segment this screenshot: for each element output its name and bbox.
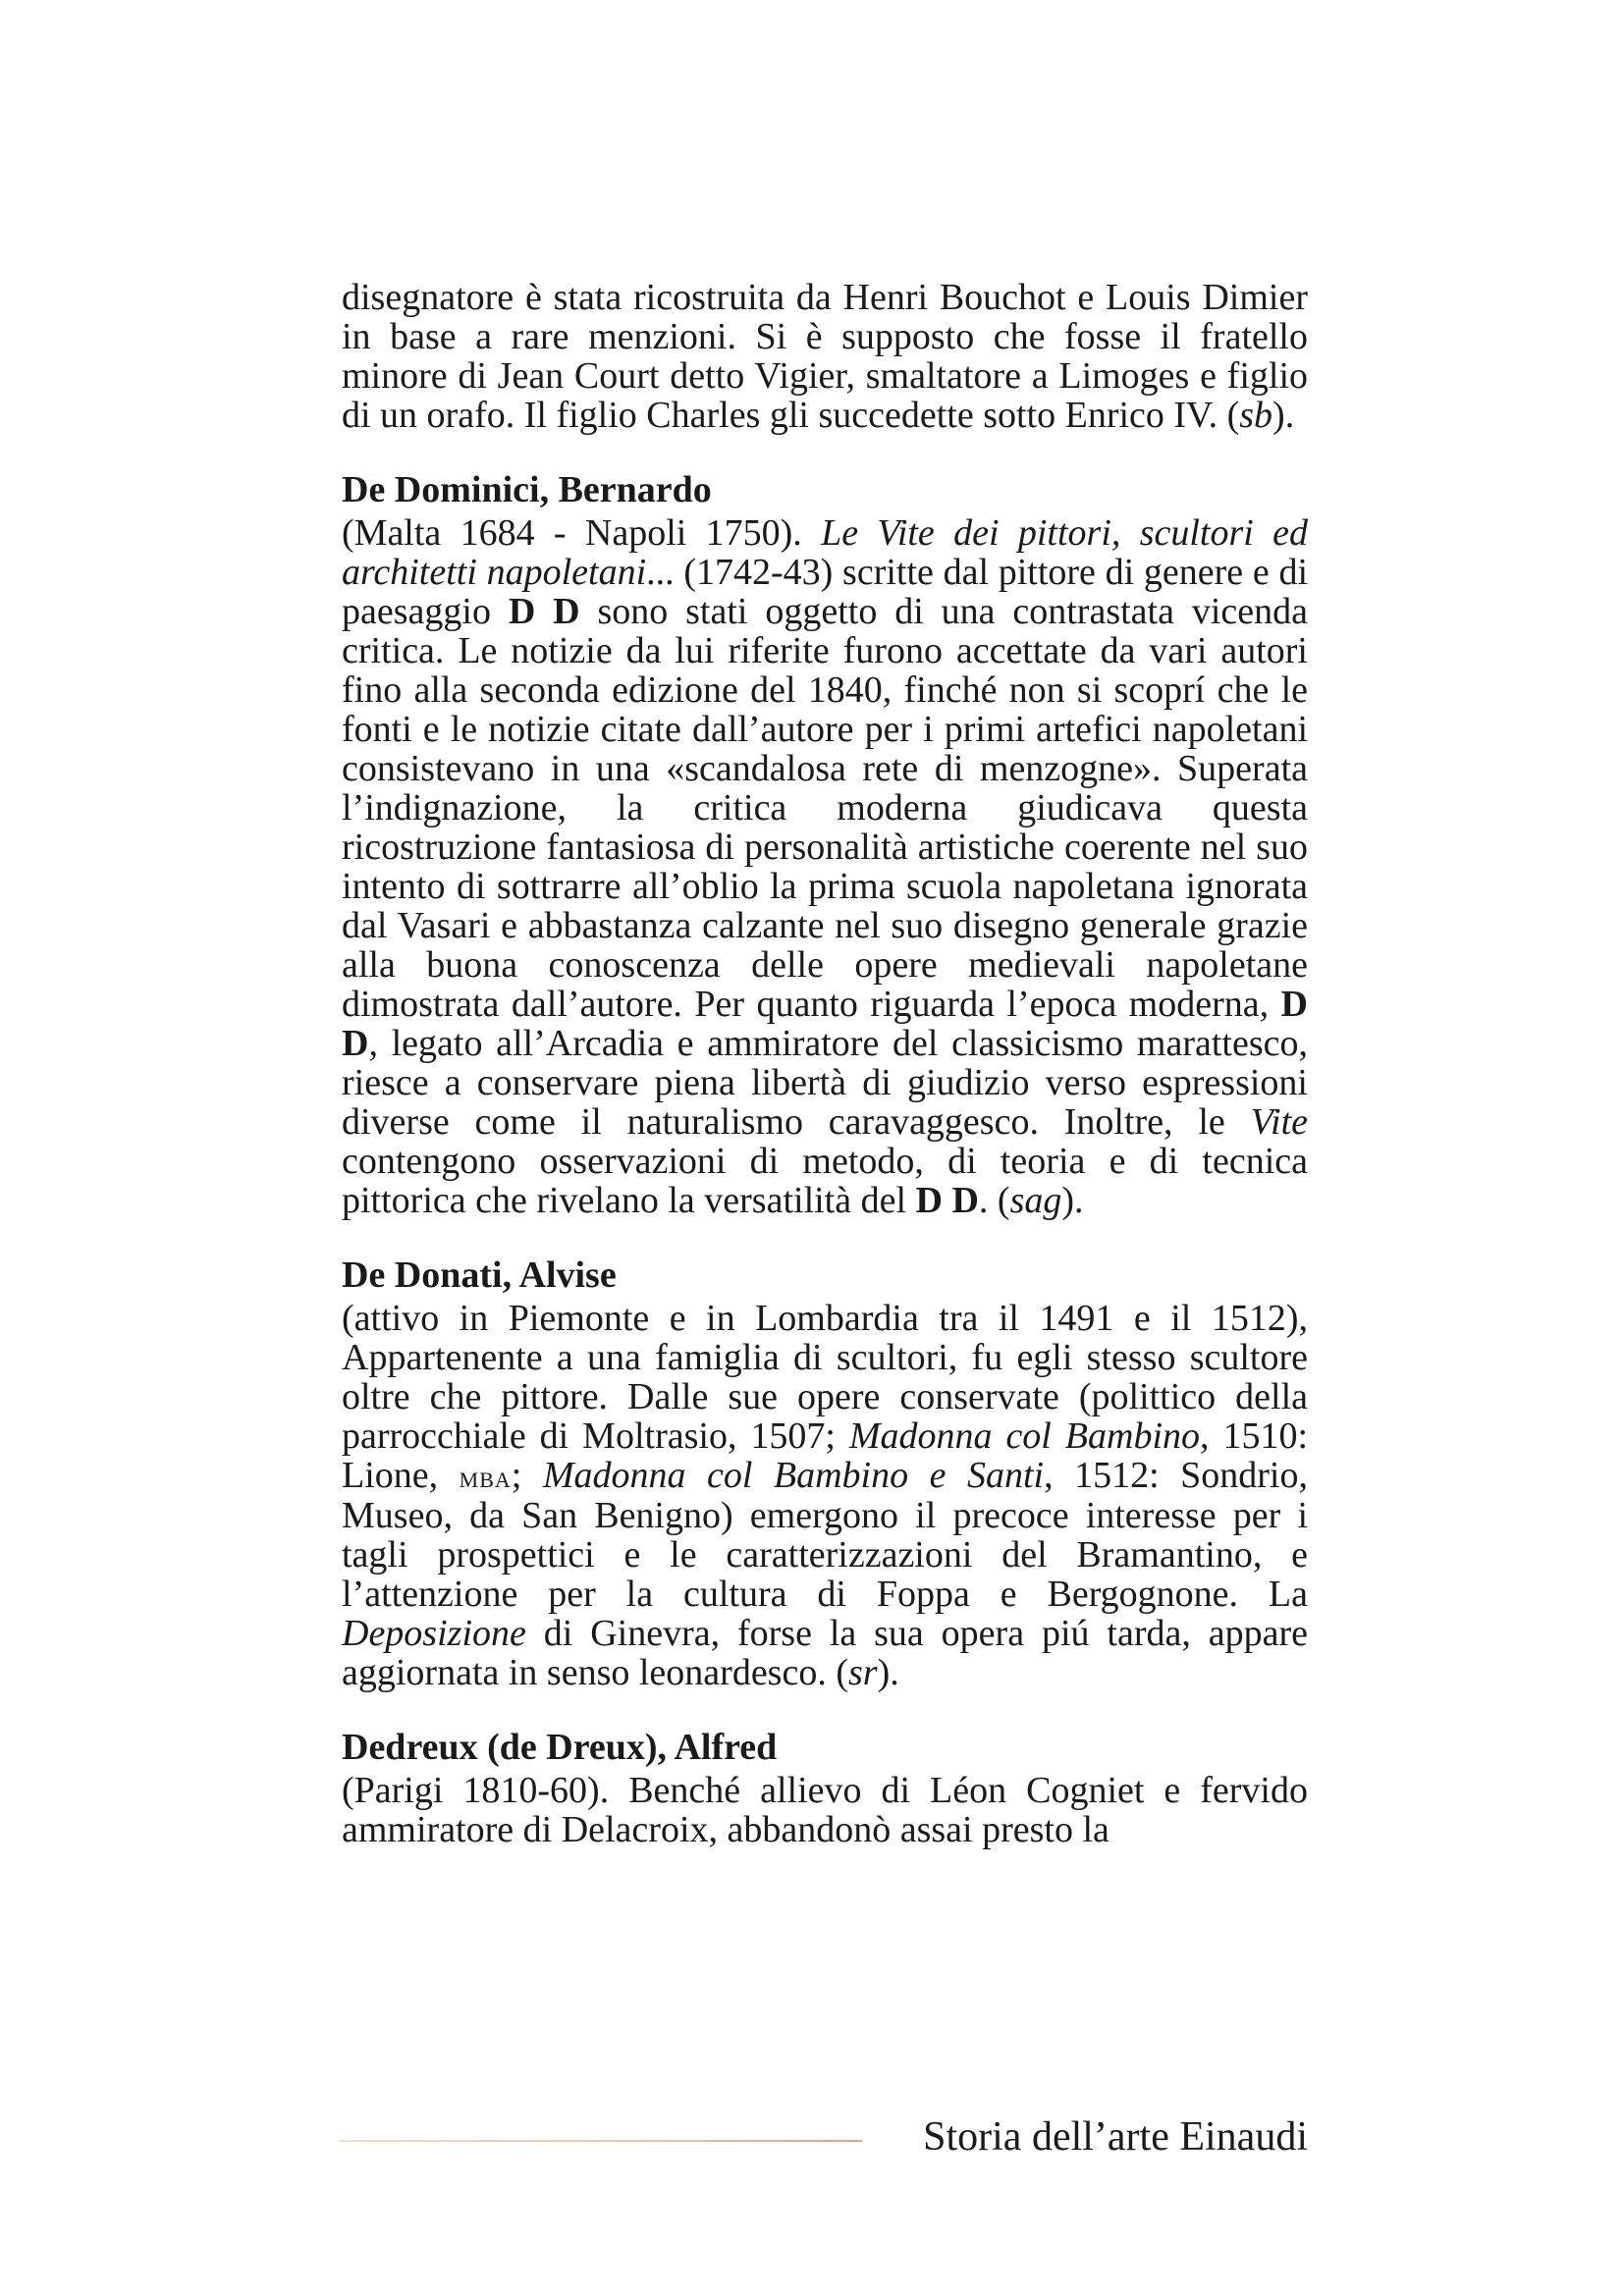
entry-text: (Malta 1684 - Napoli 1750). [342, 512, 822, 554]
work-title: Madonna col Bambino e Santi [542, 1455, 1045, 1496]
entry-text: di Ginevra, forse la sua opera piú tarda, appare aggiornata in senso leonardesco. ( [342, 1613, 1308, 1693]
footer-title: Storia dell’arte Einaudi [923, 2114, 1308, 2160]
intro-text: disegnatore è stata ricostruita da Henri Bouchot e Louis Dimier in base a rare menzioni. Si è supposto che fosse il fratello minore di Jean Court detto Vigier, smaltatore a Limoges e figlio di un orafo. Il figlio Charles gli succedette sotto Enrico IV. ( [342, 277, 1308, 436]
work-title: Deposizione [342, 1613, 526, 1654]
entry-de-dominici [342, 468, 1308, 1220]
work-title: Le Vite dei pittori, scultori ed architetti napoletani [342, 512, 1308, 593]
entry-body [342, 513, 1308, 1220]
entry-body [342, 1771, 1308, 1849]
abbreviation: D D [915, 1180, 979, 1221]
entry-text: , legato all’Arcadia e ammiratore del classicismo marattesco, riesce a conservare piena libertà di giudizio verso espressioni diverse come il naturalismo caravaggesco. Inoltre, le [342, 1023, 1308, 1143]
abbreviation: D D [508, 591, 580, 632]
entry-text: , 1512: Sondrio, Museo, da San Benigno) emergono il precoce interesse per i tagli prospettici e le caratterizzazioni del Bramantino, e l’attenzione per la cultura di Foppa e Bergognone. La [342, 1455, 1308, 1615]
entry-text: contengono osservazioni di metodo, di teoria e di tecnica pittorica che rivelano la versatilità del [342, 1141, 1308, 1221]
article-text-column [342, 278, 1308, 1849]
entry-text: (attivo in Piemonte e in Lombardia tra il 1491 e il 1512), Appartenente a una famiglia di scultori, fu egli stesso scultore oltre che pittore. Dalle sue opere conservate (polittico della parrocchiale di Moltrasio, 1507; [342, 1298, 1308, 1457]
work-title: Madonna col Bambino [848, 1415, 1201, 1457]
entry-body [342, 1299, 1308, 1692]
entry-dedreux [342, 1726, 1308, 1849]
entry-text: . ( [978, 1180, 1010, 1221]
entry-heading: De Dominici, Bernardo [342, 469, 712, 510]
intro-end: ). [1272, 395, 1295, 436]
intro-author-initials: sb [1239, 395, 1273, 436]
author-initials: sag [1009, 1180, 1062, 1221]
entry-text: ). [1061, 1180, 1084, 1221]
museum-abbreviation: mba [459, 1459, 512, 1494]
entry-text: , 1510: Lione, [342, 1415, 1309, 1496]
entry-text: ; [511, 1455, 543, 1496]
entry-heading: Dedreux (de Dreux), Alfred [342, 1727, 778, 1768]
entry-text: ... (1742-43) scritte dal pittore di genere e di paesaggio [342, 552, 1308, 632]
page-footer [340, 2110, 1308, 2169]
entry-heading: De Donati, Alvise [342, 1255, 617, 1296]
author-initials: sr [848, 1652, 878, 1693]
intro-paragraph [342, 278, 1308, 435]
entry-text: sono stati oggetto di una contrastata vicenda critica. Le notizie da lui riferite furono accettate da vari autori fino alla seconda edizione del 1840, finché non si scoprí che le fonti e le notizie citate dall’autore per i primi artefici napoletani consistevano in una «scandalosa rete di menzogne». Superata l’indignazione, la critica moderna giudicava questa ricostruzione fantasiosa di personalità artistiche coerente nel suo intento di sottrarre all’oblio la prima scuola napoletana ignorata dal Vasari e abbastanza calzante nel suo disegno generale grazie alla buona conoscenza delle opere medievali napoletane dimostrata dall’autore. Per quanto riguarda l’epoca moderna, [342, 591, 1308, 1025]
abbreviation: D D [342, 984, 1308, 1064]
entry-text: ). [877, 1652, 899, 1693]
work-title: Vite [1250, 1101, 1308, 1143]
entry-de-donati [342, 1254, 1308, 1692]
entry-text: (Parigi 1810-60). Benché allievo di Léon Cogniet e fervido ammiratore di Delacroix, abbandonò assai presto la [342, 1770, 1308, 1850]
footer-rule [340, 2140, 862, 2142]
